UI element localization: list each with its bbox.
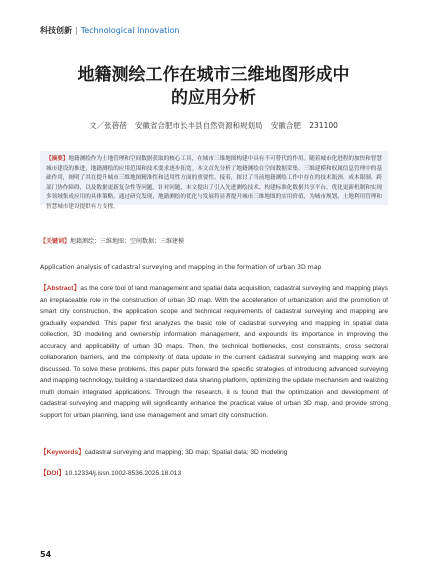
keywords-en: [40, 446, 287, 456]
article-title-line1: 地籍测绘工作在城市三维地图形成中: [77, 65, 350, 85]
page-number: 54: [40, 550, 52, 559]
abstract-zh-text: 地籍测绘作为土地管理和空间数据获取的核心工具，在城市三维地图构建中具有不可替代的作用。随着城市化进程的加快和智慧城市建设的推进，地籍测绘的应用范围和技术要求逐步拓宽。本文首先分析了地籍测绘在空间数据采集、三维建模和权属信息管理中的基础作用，阐明了其在提升城市三维地图精准性和适用性方面的重要性。接着，探讨了当前地籍测绘工作中存在的技术瓶颈、成本限制、跨部门协作障碍，以及数据更新复杂性等问题。针对问题，本文提出了引入先进测绘技术、构建标准化数据共享平台、优化更新机制和实现多领域集成应用的具体策略。通过研究发现，地籍测绘的优化与发展将显著提升城市三维地图的实用价值，为城市规划、土地利用管理和智慧城市建设提供有力支撑。: [46, 156, 382, 210]
abstract-en-label: 【Abstract】: [40, 285, 81, 292]
author-prefix: 文／: [89, 121, 105, 130]
abstract-zh-box: [40, 151, 388, 210]
article-title-line2: 的应用分析: [171, 88, 256, 108]
header-separator: |: [75, 26, 78, 35]
author-location: 安徽合肥: [270, 121, 301, 130]
section-category-en: Technological Innovation: [80, 26, 180, 35]
keywords-zh-label: 【关键词】: [40, 238, 71, 245]
doi-text: 10.12334/j.issn.1002-8536.2025.18.013: [64, 470, 182, 477]
article-title-en: Application analysis of cadastral surveying and mapping in the formation of urban 3D map: [40, 264, 322, 271]
keywords-zh: [40, 236, 184, 245]
keywords-zh-text: 地籍测绘；三维地图；空间数据；三维建模: [70, 238, 185, 245]
abstract-zh-label: 【摘要】: [46, 156, 69, 162]
author-line: [0, 120, 427, 131]
author-postcode: 231100: [309, 121, 338, 130]
keywords-en-label: 【Keywords】: [40, 449, 85, 456]
keywords-en-text: cadastral surveying and mapping; 3D map; Spatial data; 3D modeling: [84, 449, 288, 456]
author-name: 张蓓蓓: [104, 121, 127, 130]
doi-label: 【DOI】: [40, 470, 65, 477]
section-category: 科技创新: [40, 26, 72, 35]
abstract-en: [40, 283, 388, 422]
doi-line: [40, 467, 181, 477]
abstract-en-text: as the core tool of land management and spatial data acquisition, cadastral surveying and mapping plays an irreplaceable role in the construction of urban 3D map. With the acceleration of urbanization and the promotion of smart city construction, the application scope and technical requirements of cadastral surveying and mapping are gradually expanded. This paper first analyzes the basic role of cadastral surveying and mapping in spatial data collection, 3D modeling and ownership information management, and expounds its importance in improving the accuracy and applicability of urban 3D maps. Then, the technical bottlenecks, cost constraints, cross sectoral collaboration barriers, and the complexity of data update in the current cadastral surveying and mapping work are discussed. To solve these problems, this paper puts forward the specific strategies of introducing advanced surveying and mapping technology, building a standardized data sharing platform, optimizing the update mechanism and realizing multi domain integrated applications. Through the research, it is found that the optimization and development of cadastral surveying and mapping will significantly enhance the practical value of urban 3D map, and provide strong support for urban planning, land use management and smart city construction.: [40, 285, 389, 420]
journal-header: [40, 26, 179, 36]
author-affiliation: 安徽省合肥市长丰县自然资源和规划局: [134, 121, 263, 130]
